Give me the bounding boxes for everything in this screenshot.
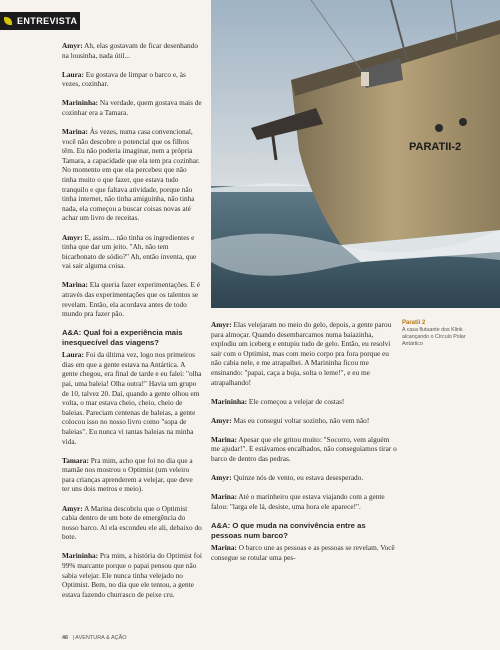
interview-paragraph: [62, 280, 202, 318]
speaker-text: Quinze nós de vento, eu estava desesperado.: [231, 473, 364, 483]
question-heading: A&A: Qual foi a experiência mais inesquecível das viagens?: [62, 328, 183, 348]
right-column: [211, 320, 397, 572]
interview-paragraph: [62, 98, 202, 117]
speaker-name: Laura:: [62, 69, 84, 79]
page-footer: [62, 635, 262, 641]
speaker-name: Marina:: [211, 434, 237, 444]
interview-paragraph: [62, 456, 202, 494]
interview-paragraph: [211, 397, 397, 407]
interview-paragraph: [211, 543, 397, 562]
speaker-text: E, assim... não tinha os ingredientes e tinha que dar um jeito. "Ah, não tem bicarbonato de sódio?" Ah, então inventa, que vai sair alguma coisa.: [62, 232, 197, 271]
speaker-name: Amyr:: [211, 320, 232, 329]
section-tag: [0, 12, 80, 30]
speaker-name: Marina:: [62, 127, 88, 137]
speaker-name: Amyr:: [62, 41, 83, 50]
interview-paragraph: [211, 492, 397, 511]
speaker-name: Marininha:: [62, 551, 99, 561]
speaker-name: Marina:: [211, 492, 237, 502]
interview-paragraph: [62, 551, 202, 599]
interview-paragraph: [211, 435, 397, 464]
interview-paragraph: [62, 127, 202, 223]
paratii-hull-illustration: [211, 0, 500, 308]
interview-paragraph: [62, 233, 202, 271]
page-number: 46: [62, 635, 69, 641]
interview-paragraph: [62, 350, 202, 446]
speaker-name: Marina:: [62, 280, 88, 290]
speaker-name: Laura:: [62, 350, 84, 360]
speaker-text: Ela queria fazer experimentações. E é através das experimentações que os talentos se revelam. Então, ela acordava antes de todo mundo pra fazer pão.: [62, 280, 200, 319]
speaker-text: Foi da última vez, logo nos primeiros dias em que a gente estava na Antártica. A gente chegou, era final de tarde e eu falei: "olha pai, uma baleia! Olha outra!" Havia um grupo de 10, talvez 20. Daí, quando a gente olhou em volta, o mar estava cheio, cheio, cheio de baleias. Pareciam centenas de baleias, a gente colocou isso no nosso livro como "sopa de baleias". Eu nunca vi tantas baleias na minha vida.: [62, 350, 202, 446]
caption-title: Paratii 2: [402, 320, 426, 326]
speaker-text: Eu gostava de limpar o barco e, às vezes, cozinhar.: [62, 69, 186, 89]
speaker-text: Pra mim, acho que foi no dia que a mamãe nos mostrou o Optimist (um veleiro para crianças aprenderem a velejar, que deve ter uns dois metros e meio).: [62, 455, 193, 494]
interview-paragraph: [62, 70, 202, 89]
section-label: ENTREVISTA: [17, 16, 78, 26]
speaker-text: Até o marinheiro que estava viajando com a gente falou: "larga ele lá, desiste, uma hora ele aparece!".: [211, 492, 385, 511]
speaker-text: Ah, elas gostavam de ficar desenhando na lousinha, nada útil...: [62, 41, 198, 60]
interview-paragraph: [62, 41, 202, 60]
speaker-text: Apesar que ele gritou muito: "Socorro, vem alguém me ajudar!". E estávamos encalhados, não conseguíamos tirar o barco de dentro das pedras.: [211, 434, 397, 464]
speaker-text: Ele começou a velejar de costas!: [247, 396, 345, 406]
speaker-name: Amyr:: [211, 415, 232, 425]
speaker-name: Marina:: [211, 542, 237, 552]
caption-text: A casa flutuante dos Klink alcançando o Círculo Polar Antártico: [402, 327, 466, 347]
boat-photo: [211, 0, 500, 308]
interview-paragraph: [211, 473, 397, 483]
speaker-name: Tamara:: [62, 455, 89, 465]
speaker-name: Marininha:: [62, 98, 99, 108]
interview-paragraph: [62, 504, 202, 542]
speaker-name: Marininha:: [211, 396, 248, 406]
interview-paragraph: [211, 320, 397, 387]
speaker-text: Na verdade, quem gostava mais de cozinhar era a Tamara.: [62, 98, 202, 117]
speaker-text: Mas eu consegui voltar sozinho, não vem não!: [231, 415, 370, 425]
interview-paragraph: [211, 416, 397, 426]
left-column: [62, 41, 202, 609]
speaker-text: A Marina descobriu que o Optimist cabia dentro de um bote de emergência do nosso barco. Aí ela escondeu ele ali, debaixo do bote.: [62, 503, 202, 542]
leaf-icon: [4, 17, 12, 25]
speaker-name: Amyr:: [62, 503, 83, 513]
hull-label: PARATII-2: [409, 141, 462, 153]
speaker-text: Às vezes, numa casa convencional, você não descobre o potencial que os filhos têm. Eu não poderia imaginar, nem a própria Tamara, a capacidade que ela tem pra cozinhar. No momento em que ela percebeu que não tinha muito o que fazer, que estava tudo tranquilo e que faltava atividade, porque não tinha internet, não tinha amiguinha, não tinha nada, ela começou a buscar coisas novas até achar um livro de receitas.: [62, 127, 200, 223]
speaker-name: Amyr:: [62, 232, 83, 242]
photo-caption: [402, 320, 482, 348]
speaker-text: O barco une as pessoas e as pessoas se revelam. Você consegue se rotular uma pes-: [211, 542, 395, 562]
question-heading-2: A&A: O que muda na convivência entre as pessoas num barco?: [211, 520, 366, 540]
speaker-text: Elas velejaram no meio do gelo, depois, a gente parou para almoçar. Quando desembarcamos numa baiazinha, explodiu um iceberg e entupiu tudo de gelo. Então, eu resolvi sair com o Optimist, mas com meio corpo pra fora porque eu não cabia nele, e me atrapalhei. A Marininha ficou me ensinando: "papai, caça a buja, solta o leme!", e eu me atrapalhando!: [211, 320, 392, 387]
speaker-text: Pra mim, a história do Optimist foi 99% marcante porque o papai pensou que não sabia velejar. Ele nunca tinha velejado no Optimist. Bem, no dia que ele tentou, a gente estava fazendo churrasco de peixe cru.: [62, 551, 202, 599]
magazine-name: | AVENTURA & AÇÃO: [72, 635, 127, 641]
speaker-name: Amyr:: [211, 473, 232, 483]
